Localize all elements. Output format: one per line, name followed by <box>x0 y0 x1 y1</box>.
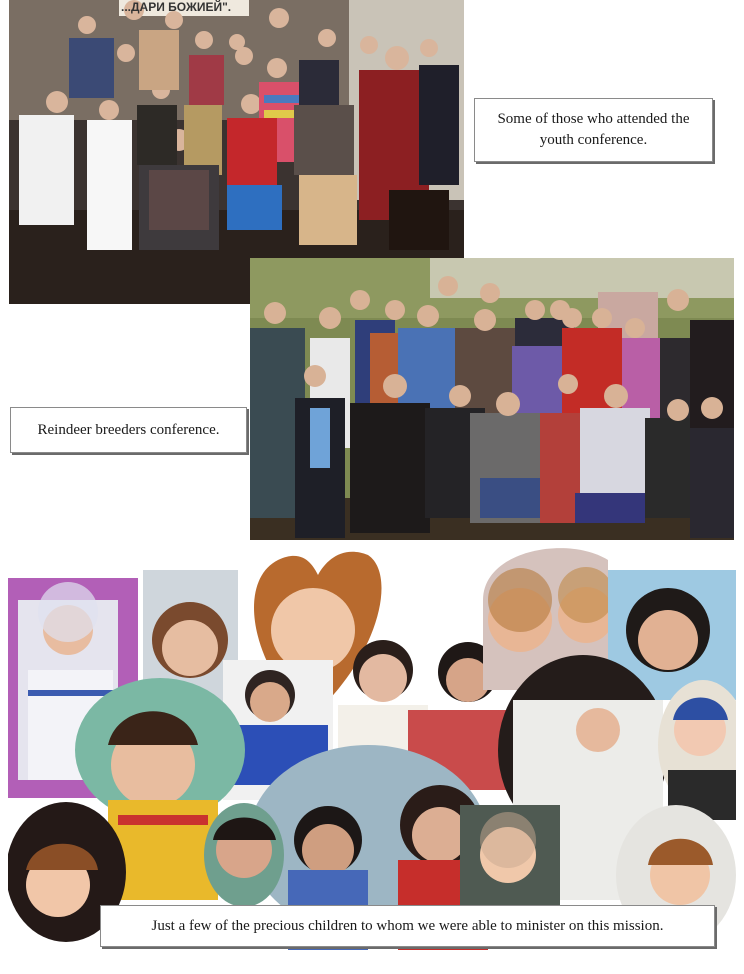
children-caption-text: Just a few of the precious children to whom we were able to minister on this mission. <box>151 917 664 934</box>
youth-conference-caption-text: Some of those who attended the youth conference. <box>497 111 690 148</box>
children-caption <box>100 905 715 947</box>
children-collage <box>8 540 736 950</box>
reindeer-conference-caption-text: Reindeer breeders conference. <box>37 421 220 438</box>
reindeer-conference-photo <box>250 258 734 544</box>
reindeer-conference-caption <box>10 407 247 453</box>
youth-conference-banner-text: ...ДАРИ БОЖИЕЙ". <box>121 0 232 14</box>
youth-conference-caption <box>474 98 713 162</box>
